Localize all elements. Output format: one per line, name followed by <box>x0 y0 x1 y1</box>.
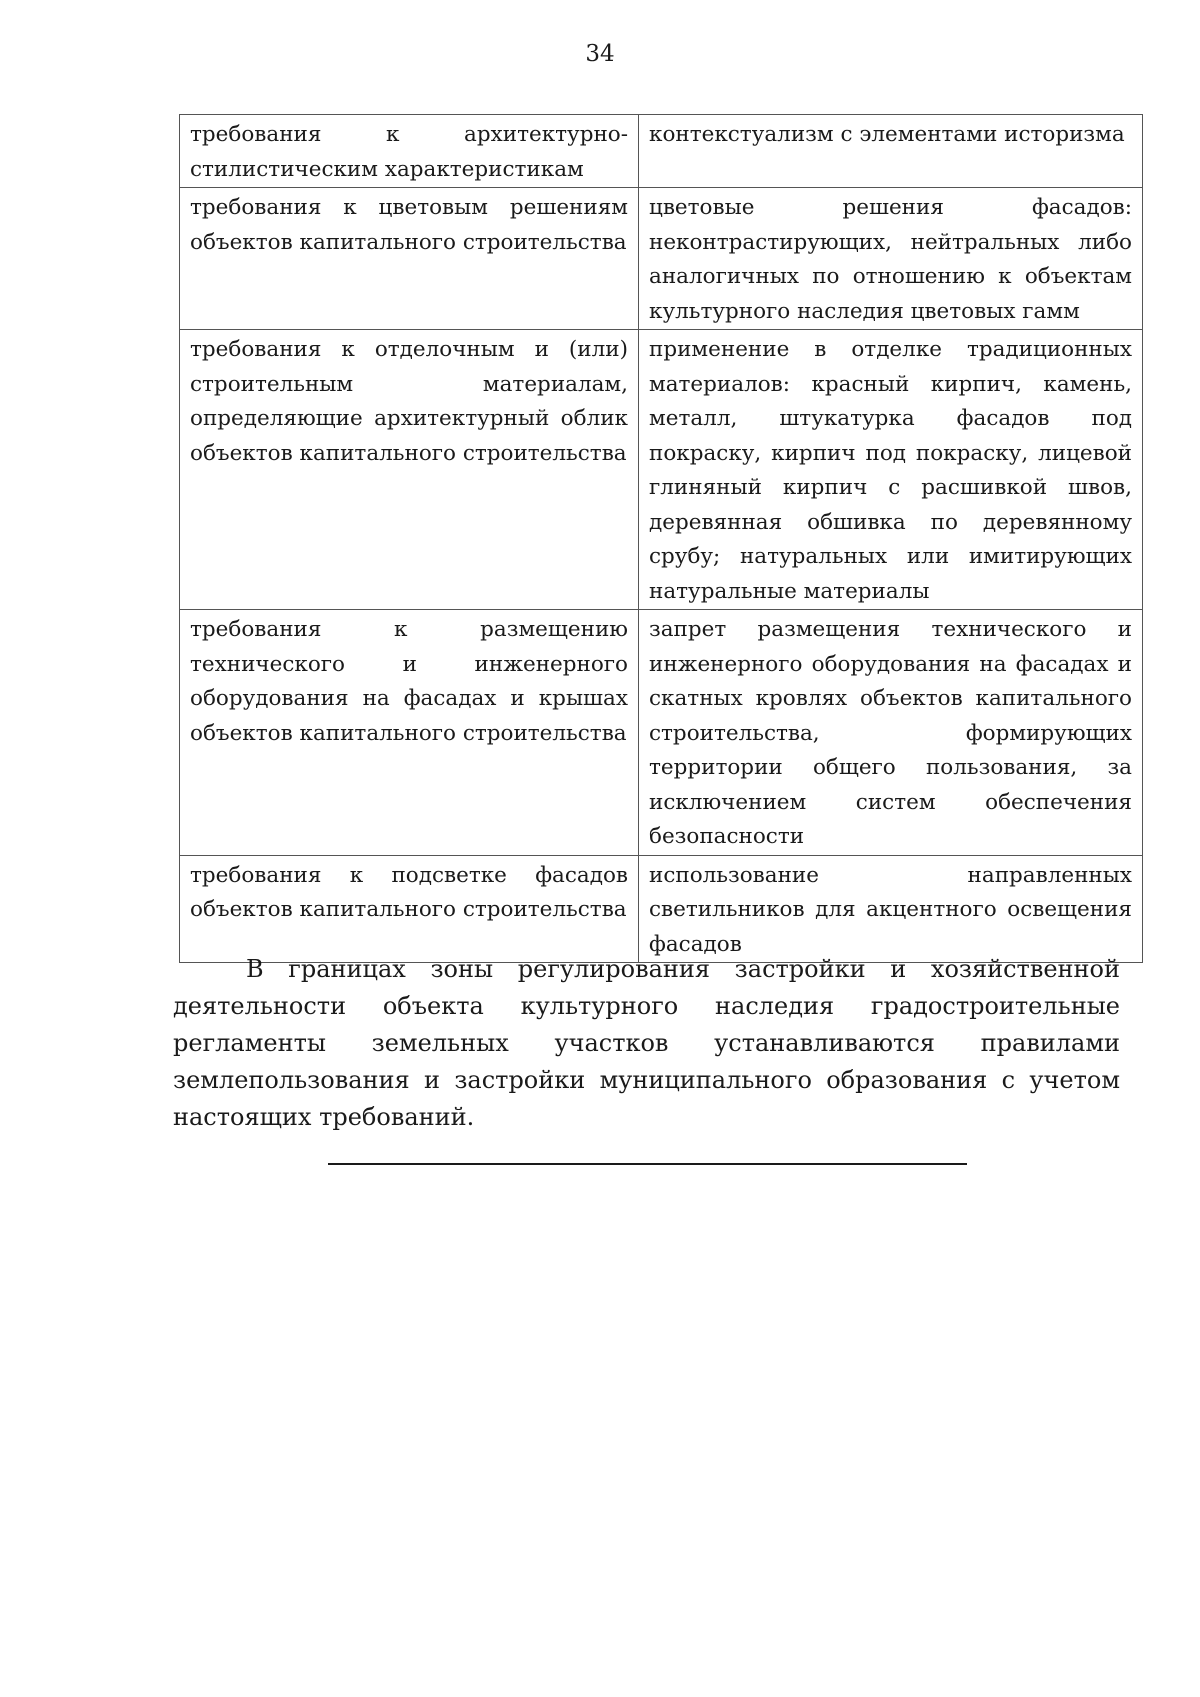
value-cell: запрет размещения технического и инженерного оборудования на фасадах и скатных кровлях объектов капитального строительства, формирующих территории общего пользования, за исключением систем обеспечения безопасности <box>639 610 1143 856</box>
page-number: 34 <box>585 41 615 67</box>
table-row <box>180 330 1143 610</box>
table-row <box>180 610 1143 856</box>
requirement-cell: требования к размещению технического и инженерного оборудования на фасадах и крышах объектов капитального строительства <box>180 610 639 856</box>
requirement-cell: требования к подсветке фасадов объектов капитального строительства <box>180 855 639 963</box>
table-row <box>180 188 1143 330</box>
value-cell: цветовые решения фасадов: неконтрастирующих, нейтральных либо аналогичных по отношению к объектам культурного наследия цветовых гамм <box>639 188 1143 330</box>
value-cell: применение в отделке традиционных материалов: красный кирпич, камень, металл, штукатурка фасадов под покраску, кирпич под покраску, лицевой глиняный кирпич с расшивкой швов, деревянная обшивка по деревянному срубу; натуральных или имитирующих натуральные материалы <box>639 330 1143 610</box>
value-cell: использование направленных светильников для акцентного освещения фасадов <box>639 855 1143 963</box>
requirement-cell: требования к отделочным и (или) строительным материалам, определяющие архитектурный облик объектов капитального строительства <box>180 330 639 610</box>
end-of-document-rule <box>328 1163 967 1165</box>
table-row <box>180 115 1143 188</box>
table-row <box>180 855 1143 963</box>
requirement-cell: требования к цветовым решениям объектов капитального строительства <box>180 188 639 330</box>
requirements-table <box>179 114 1143 963</box>
value-cell: контекстуализм с элементами историзма <box>639 115 1143 188</box>
requirement-cell: требования к архитектурно-стилистическим характеристикам <box>180 115 639 188</box>
closing-paragraph: В границах зоны регулирования застройки и хозяйственной деятельности объекта культурного наследия градостроительные регламенты земельных участков устанавливаются правилами землепользования и застройки муниципального образования с учетом настоящих требований. <box>173 955 1120 1131</box>
